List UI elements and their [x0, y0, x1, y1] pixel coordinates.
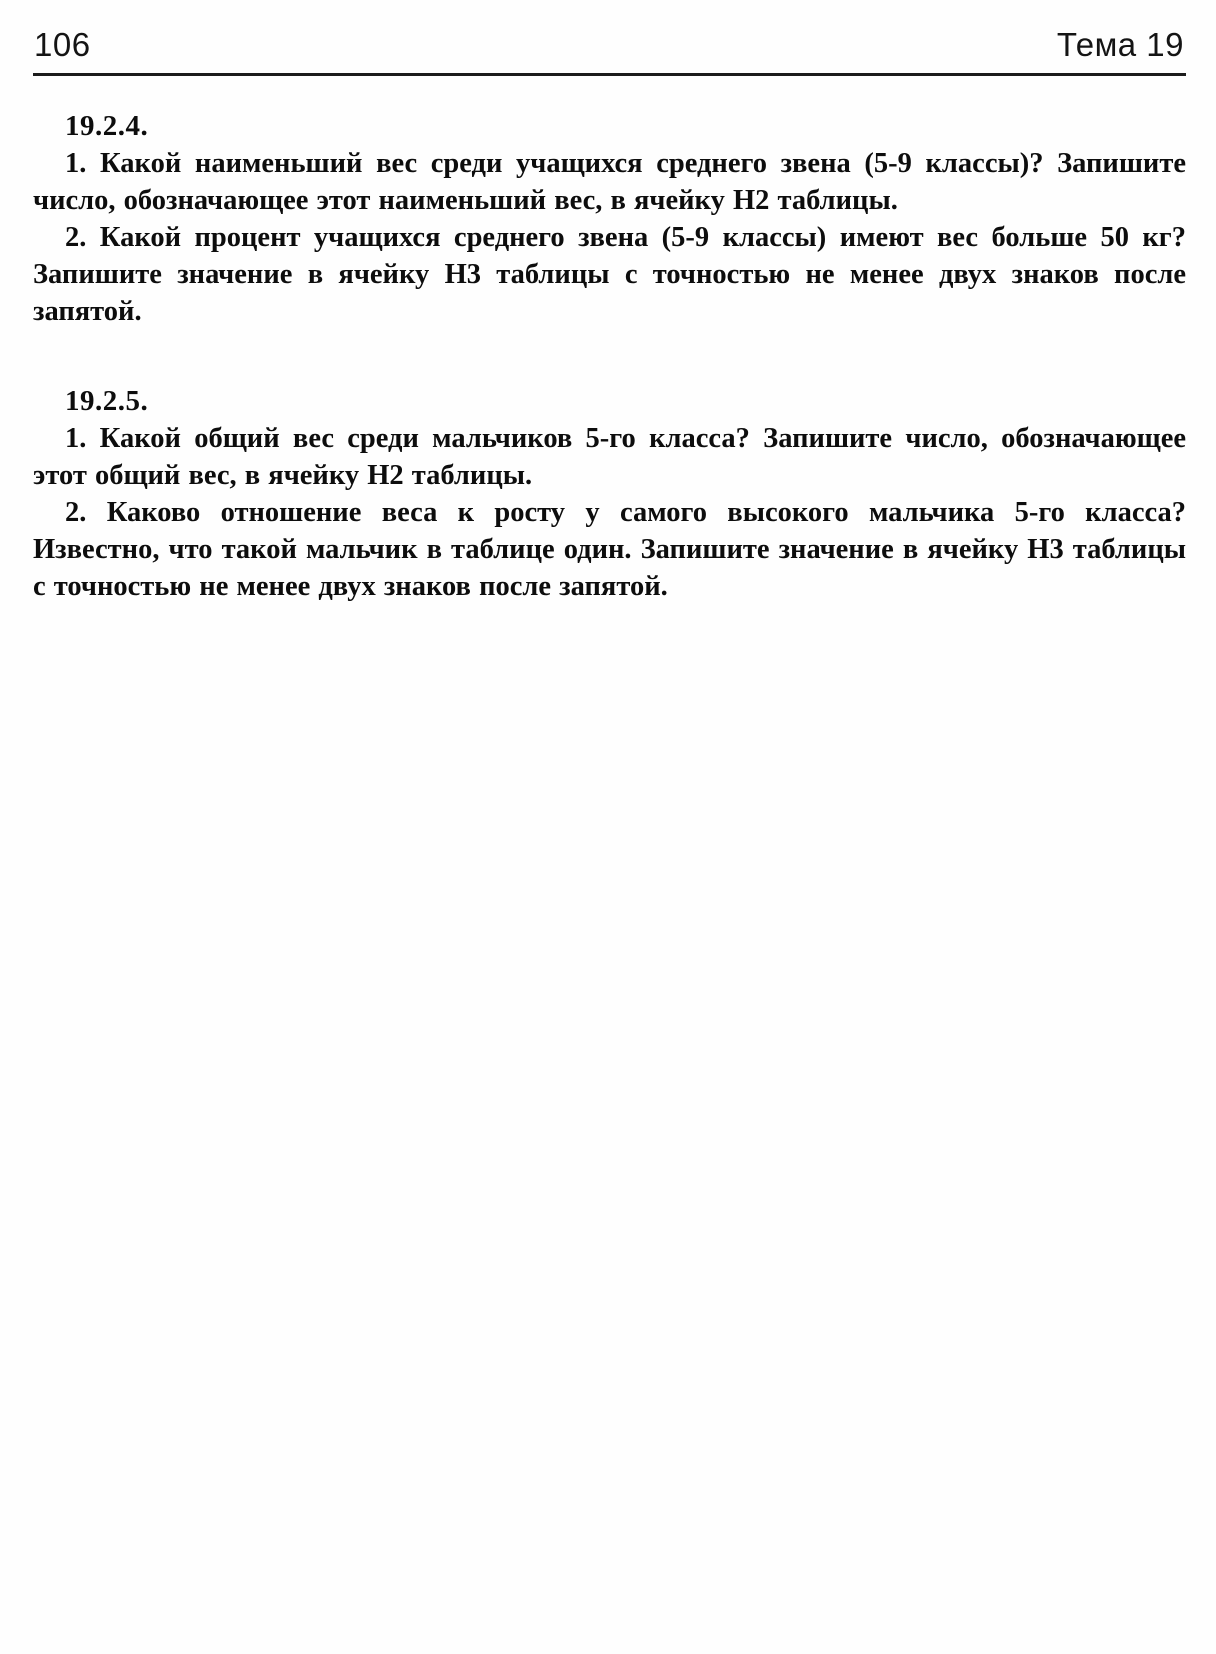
- problem-paragraph: 2. Каково отношение веса к росту у самого высокого мальчика 5-го класса? Известно, что такой мальчик в таблице один. Запишите значение в ячейку Н3 таблицы с точностью не менее двух знаков после запятой.: [33, 497, 1186, 602]
- page-content: [33, 108, 1186, 605]
- section-heading: 19.2.5.: [65, 385, 149, 417]
- running-head: [33, 26, 1186, 64]
- section-19-2-4: [33, 108, 1186, 330]
- page-number: 106: [34, 26, 91, 63]
- problem-paragraph: 1. Какой общий вес среди мальчиков 5-го класса? Запишите число, обозначающее этот общий вес, в ячейку Н2 таблицы.: [33, 423, 1186, 491]
- problem-paragraph: 2. Какой процент учащихся среднего звена (5-9 классы) имеют вес больше 50 кг? Запишите значение в ячейку Н3 таблицы с точностью не менее двух знаков после запятой.: [33, 222, 1186, 327]
- header-rule: [33, 73, 1186, 76]
- topic-label: Тема 19: [1056, 26, 1184, 63]
- section-19-2-5: [33, 383, 1186, 605]
- problem-paragraph: 1. Какой наименьший вес среди учащихся среднего звена (5-9 классы)? Запишите число, обозначающее этот наименьший вес, в ячейку Н2 таблицы.: [33, 148, 1186, 216]
- section-heading: 19.2.4.: [65, 110, 149, 142]
